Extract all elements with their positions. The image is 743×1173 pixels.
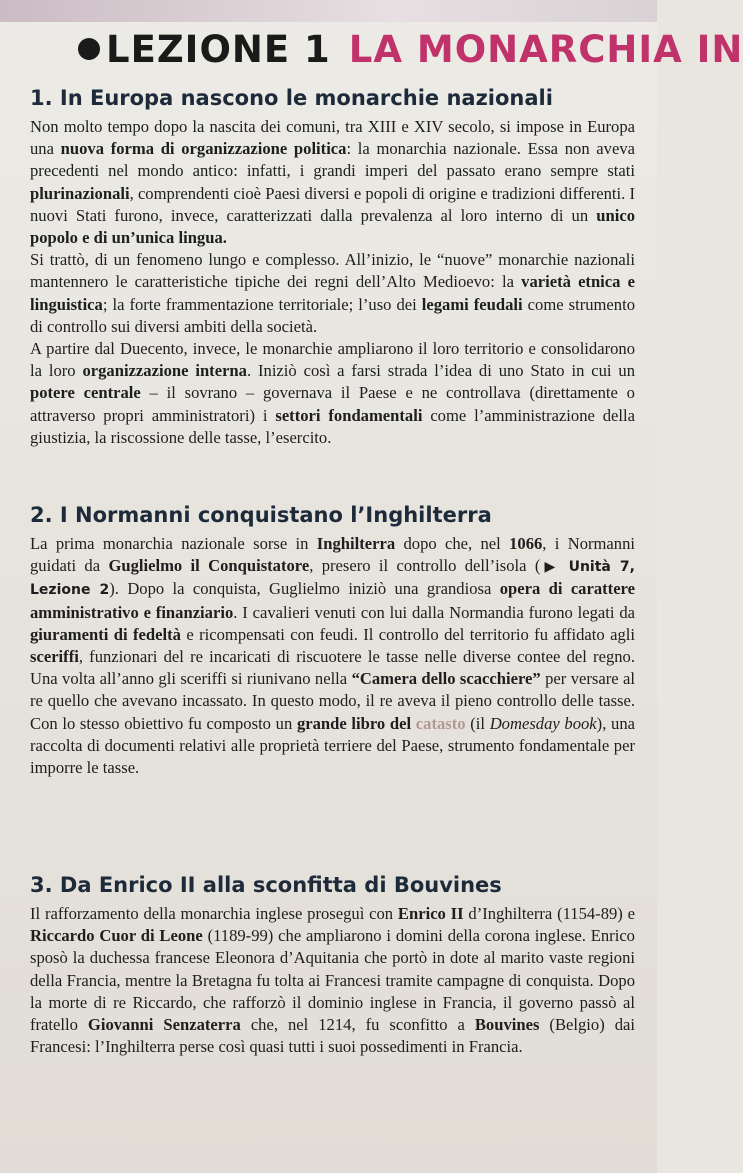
bold-term: organizzazione interna	[82, 361, 247, 381]
bullet-dot-icon	[78, 38, 100, 60]
bold-term: varietà etnica e linguistica	[30, 272, 635, 314]
section-paragraph	[30, 338, 635, 449]
lesson-header	[78, 20, 743, 78]
section-paragraph	[30, 116, 635, 249]
section-2	[30, 503, 635, 779]
text-run: ), una raccolta di documenti relativi alle proprietà terriere del Paese, strumento fondamentale per imporre le tasse.	[30, 713, 635, 778]
text-run: che, nel 1214, fu sconfitto a	[240, 1015, 475, 1035]
section-title: 2. I Normanni conquistano l’Inghilterra	[30, 503, 492, 527]
text-run: La prima monarchia nazionale sorse in	[30, 534, 317, 553]
text-run: , presero il controllo dell’isola (	[309, 556, 541, 576]
section-paragraph	[30, 903, 635, 1058]
text-run: . Iniziò così a farsi strada l’idea di uno Stato in cui un	[246, 361, 635, 381]
bold-term: “Camera dello scacchiere”	[351, 669, 541, 689]
bold-term: Riccardo Cuor di Leone	[30, 926, 203, 946]
text-run: ). Dopo la conquista, Guglielmo iniziò una grandiosa	[109, 579, 500, 599]
text-run: Si trattò, di un fenomeno lungo e complesso. All’inizio, le “nuove” monarchie nazionali mantennero le caratteristiche tipiche dei regni dell’Alto Medioevo: la	[30, 250, 635, 292]
bold-term: settori fondamentali	[275, 405, 423, 425]
top-color-band	[0, 0, 657, 22]
bold-term: sceriffi	[30, 647, 79, 667]
text-run: (il	[465, 713, 490, 733]
bold-term: opera di carattere amministrativo e finanziario	[30, 579, 635, 622]
bold-term: legami feudali	[421, 294, 523, 314]
bold-term: plurinazionali	[30, 183, 130, 203]
text-run: (Belgio) dai Francesi: l’Inghilterra perse così quasi tutti i suoi possedimenti in Francia.	[30, 1015, 635, 1057]
bold-term: grande libro del	[296, 713, 416, 733]
text-run: Non molto tempo dopo la nascita dei comuni, tra XIII e XIV secolo, si impose in Europa una	[30, 117, 635, 159]
bold-term: Guglielmo il Conquistatore	[108, 556, 310, 576]
section-title: 3. Da Enrico II alla sconfitta di Bouvines	[30, 873, 502, 897]
lesson-label: LEZIONE 1	[106, 27, 331, 71]
lesson-title	[106, 28, 743, 71]
bold-term: unico popolo e di un’unica lingua.	[30, 205, 635, 248]
text-run: come strumento di controllo sui diversi ambiti della società.	[30, 294, 635, 336]
section-1	[30, 86, 635, 449]
text-run: d’Inghilterra (1154-89) e	[463, 904, 636, 923]
bold-term: giuramenti di fedeltà	[30, 624, 181, 644]
bold-term: Bouvines	[474, 1015, 540, 1035]
text-run: (1189-99) che ampliarono i domini della corona inglese. Enrico sposò la duchessa francese Eleonora d’Aquitania che portò in dote al marito vaste regioni della Francia, mentre la Bretagna fu tolta ai Francesi tramite campagne di conquista. Dopo la morte di re Riccardo, che rafforzò il dominio inglese in Francia, il governo passò al fratello	[30, 926, 635, 1035]
text-run: e ricompensati con feudi. Il controllo del territorio fu affidato agli	[180, 624, 635, 644]
text-run: A partire dal Duecento, invece, le monarchie ampliarono il loro territorio e consolidarono la loro	[30, 339, 635, 381]
italic-term: Domesday book	[489, 713, 597, 733]
bold-term: Enrico II	[397, 904, 464, 923]
text-run: , comprendenti cioè Paesi diversi e popoli di origine e tradizioni differenti. I nuovi Stati furono, invece, caratterizzati dalla prevalenza al loro interno di un	[30, 183, 635, 225]
text-run: per versare al re quello che avevano incassato. In questo modo, il re aveva il pieno controllo delle tasse. Con lo stesso obiettivo fu composto un	[30, 669, 635, 733]
bold-term: 1066	[509, 534, 543, 553]
text-run: Il rafforzamento della monarchia inglese proseguì con	[30, 904, 398, 923]
text-run: dopo che, nel	[395, 534, 510, 553]
bold-term: Giovanni Senzaterra	[87, 1015, 241, 1035]
bold-term: potere centrale	[30, 383, 141, 403]
text-run: , funzionari del re incaricati di riscuotere le tasse nelle diverse contee del regno. Una volta all’anno gli sceriffi si riunivano nella	[30, 647, 635, 689]
section-3	[30, 873, 635, 1058]
lesson-subject: LA MONARCHIA IN	[348, 27, 743, 71]
bold-term: Inghilterra	[316, 534, 396, 553]
text-run: ; la forte frammentazione territoriale; l’uso dei	[102, 294, 422, 314]
text-run: – il sovrano – governava il Paese e ne controllava (direttamente o attraverso propri amministratori) i	[30, 383, 635, 425]
bold-term: nuova forma di organizzazione politica	[60, 139, 347, 159]
bold-term: catasto	[415, 713, 466, 733]
section-title: 1. In Europa nascono le monarchie nazionali	[30, 86, 553, 110]
text-run: , i Normanni guidati da	[30, 534, 635, 576]
text-run: come l’amministrazione della giustizia, la riscossione delle tasse, l’esercito.	[30, 405, 635, 447]
text-run: . I cavalieri venuti con lui dalla Normandia furono legati da	[233, 602, 635, 622]
section-paragraph	[30, 249, 635, 338]
cross-reference-link: ▶ Unità 7, Lezione 2	[30, 559, 635, 599]
text-run: : la monarchia nazionale. Essa non aveva precedenti nel mondo antico: infatti, i grandi imperi del passato erano sempre stati	[30, 139, 635, 181]
section-paragraph	[30, 533, 635, 779]
